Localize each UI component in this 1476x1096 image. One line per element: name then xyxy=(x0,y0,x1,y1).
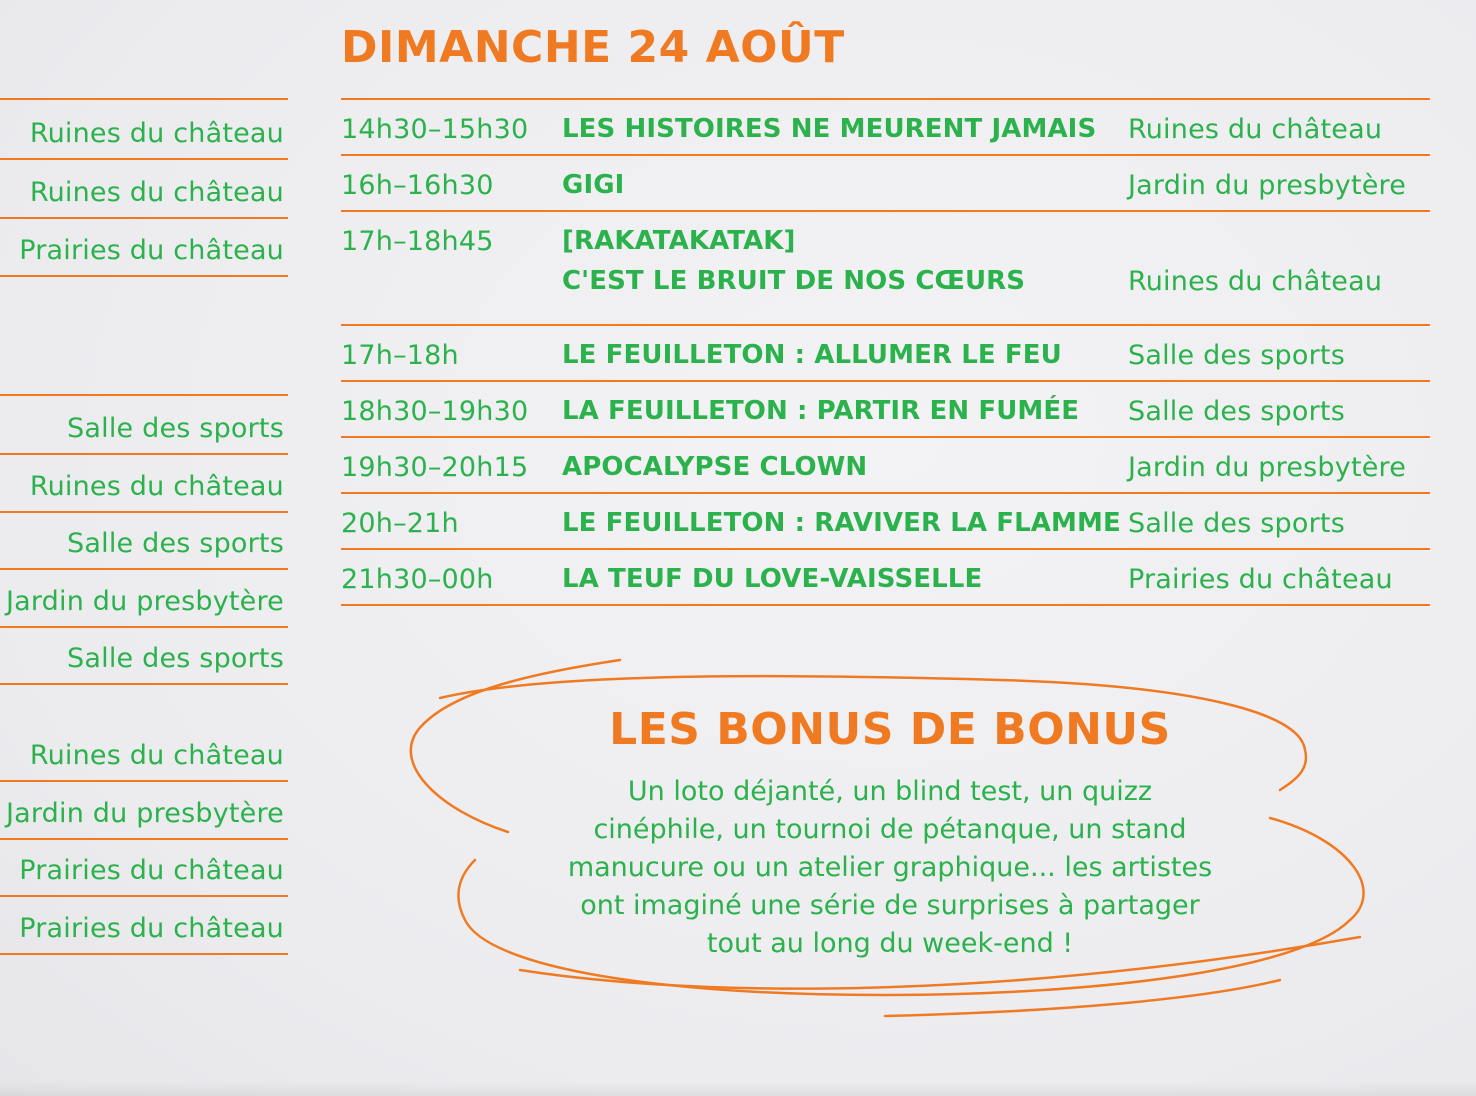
venue-entry xyxy=(0,457,288,513)
schedule-row xyxy=(341,494,1430,550)
schedule-row xyxy=(341,326,1430,382)
schedule-row xyxy=(341,438,1430,494)
bonus-line: tout au long du week-end ! xyxy=(706,928,1074,959)
venue-label: Jardin du presbytère xyxy=(5,798,284,829)
event-venue: Salle des sports xyxy=(1128,396,1345,427)
bonus-line: cinéphile, un tournoi de pétanque, un stand xyxy=(593,814,1187,845)
event-title: LE FEUILLETON : ALLUMER LE FEU xyxy=(562,340,1062,370)
event-title: LE FEUILLETON : RAVIVER LA FLAMME xyxy=(562,508,1121,538)
event-venue: Prairies du château xyxy=(1128,564,1393,595)
venue-entry xyxy=(0,726,288,782)
venue-entry xyxy=(0,399,288,455)
bonus-heading: LES BONUS DE BONUS xyxy=(609,704,1171,755)
page-edge xyxy=(0,1082,1476,1096)
event-title: LA TEUF DU LOVE-VAISSELLE xyxy=(562,564,983,594)
event-title: GIGI xyxy=(562,170,625,200)
venue-entry xyxy=(0,514,288,570)
event-venue: Ruines du château xyxy=(1128,114,1383,145)
venue-label: Ruines du château xyxy=(29,740,284,771)
event-time: 17h–18h45 xyxy=(341,226,494,257)
venue-label: Prairies du château xyxy=(19,855,284,886)
venue-label: Prairies du château xyxy=(19,913,284,944)
venue-entry xyxy=(0,572,288,628)
venue-label: Salle des sports xyxy=(67,643,284,674)
bonus-description xyxy=(470,773,1310,963)
event-time: 17h–18h xyxy=(341,340,459,371)
schedule-table xyxy=(341,98,1430,606)
event-time: 21h30–00h xyxy=(341,564,494,595)
venue-entry xyxy=(0,629,288,685)
divider xyxy=(0,394,288,396)
venue-label: Salle des sports xyxy=(67,413,284,444)
event-title: [RAKATAKATAK] xyxy=(562,226,796,256)
event-time: 14h30–15h30 xyxy=(341,114,529,145)
event-title: LES HISTOIRES NE MEURENT JAMAIS xyxy=(562,114,1097,144)
venue-label: Jardin du presbytère xyxy=(5,586,284,617)
venue-entry xyxy=(0,841,288,897)
bonus-line: Un loto déjanté, un blind test, un quizz xyxy=(627,776,1153,807)
event-venue: Jardin du presbytère xyxy=(1128,452,1407,483)
event-time: 19h30–20h15 xyxy=(341,452,529,483)
venue-entry xyxy=(0,163,288,219)
event-venue: Salle des sports xyxy=(1128,508,1345,539)
event-venue: Salle des sports xyxy=(1128,340,1345,371)
event-time: 18h30–19h30 xyxy=(341,396,529,427)
event-title: APOCALYPSE CLOWN xyxy=(562,452,868,482)
schedule-row xyxy=(341,212,1430,326)
event-time: 20h–21h xyxy=(341,508,459,539)
venue-entry xyxy=(0,104,288,160)
event-venue: Jardin du presbytère xyxy=(1128,170,1407,201)
schedule-row xyxy=(341,382,1430,438)
venue-label: Prairies du château xyxy=(19,235,284,266)
bonus-line: ont imaginé une série de surprises à partager xyxy=(580,890,1200,921)
schedule-row xyxy=(341,100,1430,156)
venue-entry xyxy=(0,221,288,277)
venue-label: Ruines du château xyxy=(29,177,284,208)
event-title-line2: C'EST LE BRUIT DE NOS CŒURS xyxy=(562,266,1026,296)
bonus-line: manucure ou un atelier graphique... les artistes xyxy=(567,852,1213,883)
divider xyxy=(0,98,288,100)
venue-label: Ruines du château xyxy=(29,118,284,149)
previous-day-column xyxy=(0,0,290,1096)
event-venue: Ruines du château xyxy=(1128,266,1383,297)
event-time: 16h–16h30 xyxy=(341,170,494,201)
schedule-row xyxy=(341,156,1430,212)
day-heading: DIMANCHE 24 AOÛT xyxy=(341,22,845,73)
event-title: LA FEUILLETON : PARTIR EN FUMÉE xyxy=(562,396,1080,426)
venue-label: Ruines du château xyxy=(29,471,284,502)
schedule-row xyxy=(341,550,1430,606)
venue-entry xyxy=(0,899,288,955)
venue-entry xyxy=(0,784,288,840)
venue-label: Salle des sports xyxy=(67,528,284,559)
